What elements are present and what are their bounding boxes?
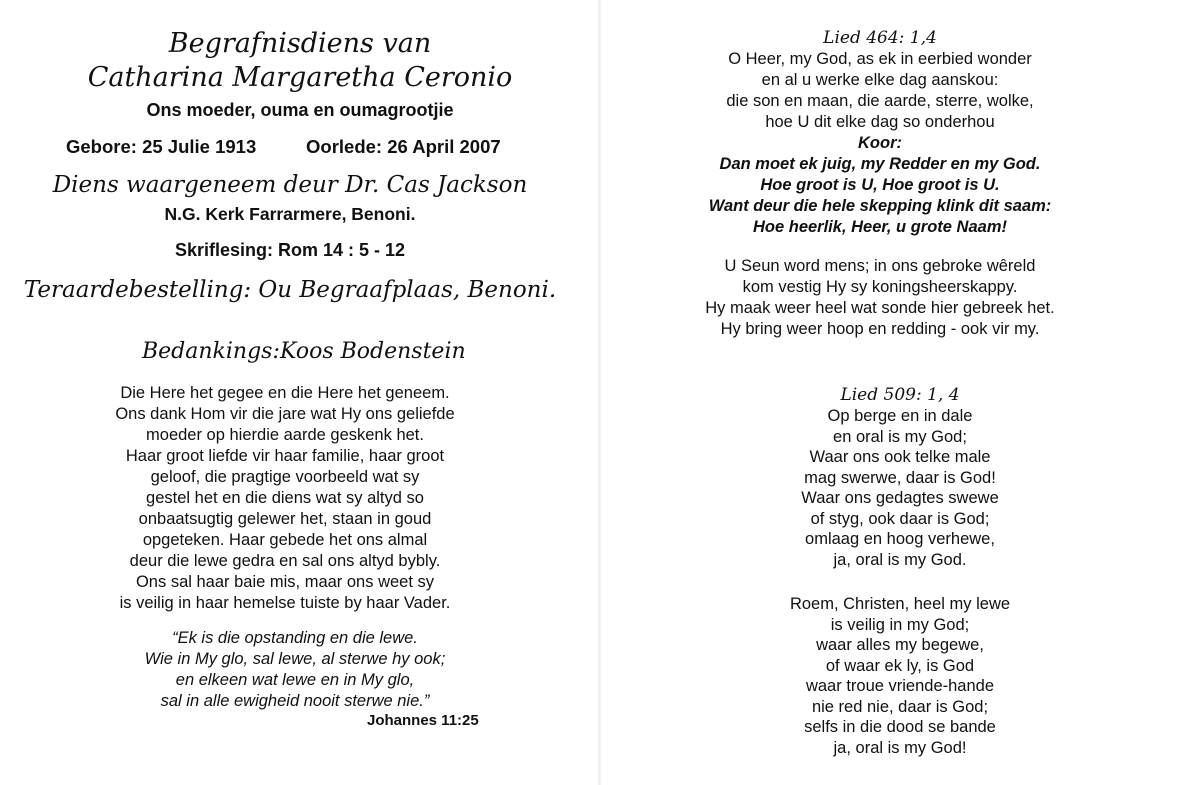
hymn-1-verse-4 — [600, 256, 1160, 340]
thanks-label: Bedankings: — [142, 339, 280, 364]
verse-line: ja, oral is my God. — [833, 550, 967, 569]
title-line-2: Catharina Margaretha Ceronio — [87, 62, 513, 93]
thanks-line: moeder op hierdie aarde geskenk het. — [146, 426, 424, 444]
thanks-line: Haar groot liefde vir haar familie, haar groot — [125, 447, 445, 465]
thanks-line: Ons sal haar baie mis, maar ons weet sy — [135, 573, 435, 591]
chorus-line: Hoe groot is U, Hoe groot is U. — [760, 176, 1000, 194]
thanks-name: Koos Bodenstein — [280, 339, 466, 364]
verse-line: Waar ons ook telke male — [809, 448, 991, 466]
verse-line: ja, oral is my God! — [833, 738, 967, 757]
verse-line: U Seun word mens; in ons gebroke wêreld — [724, 257, 1036, 275]
service-officiant: Diens waargeneem deur Dr. Cas Jackson — [52, 172, 528, 198]
verse-line: O Heer, my God, as ek in eerbied wonder — [728, 50, 1032, 68]
church-name: N.G. Kerk Farrarmere, Benoni. — [164, 204, 416, 224]
verse-line: en al u werke elke dag aanskou: — [761, 71, 999, 89]
thanks-line: opgeteken. Haar gebede het ons almal — [142, 531, 428, 549]
hymn-1-title: Lied 464: 1,4 — [823, 28, 937, 48]
thanks-line: Ons dank Hom vir die jare wat Hy ons geliefde — [115, 405, 455, 423]
subtitle: Ons moeder, ouma en oumagrootjie — [146, 100, 454, 120]
verse-line: Roem, Christen, heel my lewe — [789, 595, 1011, 613]
death-date: Oorlede: 26 April 2007 — [306, 136, 501, 157]
chorus-line: Want deur die hele skepping klink dit saam: — [708, 197, 1052, 215]
scripture-reading: Skriflesing: Rom 14 : 5 - 12 — [174, 240, 406, 260]
thanks-line: deur die lewe gedra en sal ons altyd bybly. — [129, 552, 441, 570]
verse-line: waar troue vriende-hande — [805, 677, 995, 695]
verse-line: mag swerwe, daar is God! — [804, 468, 996, 487]
verse-line: die son en maan, die aarde, sterre, wolke, — [726, 92, 1034, 110]
hymn-2-verse-4 — [600, 594, 1200, 758]
verse-line: kom vestig Hy sy koningsheerskappy. — [742, 278, 1018, 296]
thanks-line: onbaatsugtig gelewer het, staan in goud — [138, 510, 432, 528]
verse-line: is veilig in my God; — [830, 615, 970, 634]
quote-line: en elkeen wat lewe en in My glo, — [175, 671, 415, 689]
thanks-line: is veilig in haar hemelse tuiste by haar Vader. — [119, 594, 451, 612]
scripture-quote — [0, 628, 590, 712]
chorus-line: Hoe heerlik, Heer, u grote Naam! — [752, 218, 1007, 236]
thanks-line: Die Here het gegee en die Here het geneem. — [120, 384, 450, 402]
thanks-text — [0, 383, 570, 614]
verse-line: Op berge en in dale — [827, 407, 973, 425]
title-line-1: Begrafnisdiens van — [168, 28, 432, 59]
chorus-label: Koor: — [858, 134, 902, 152]
hymn-2-title: Lied 509: 1, 4 — [840, 385, 960, 405]
verse-line: Waar ons gedagtes swewe — [801, 489, 999, 507]
quote-line: Wie in My glo, sal lewe, al sterwe hy ook; — [144, 650, 446, 668]
verse-line: omlaag en hoog verhewe, — [805, 530, 995, 548]
thanks-line: gestel het en die diens wat sy altyd so — [146, 489, 424, 507]
verse-line: Hy bring weer hoop en redding - ook vir my. — [720, 320, 1040, 338]
verse-line: waar alles my begewe, — [816, 636, 984, 654]
chorus-line: Dan moet ek juig, my Redder en my God. — [719, 155, 1041, 173]
thanks-line: geloof, die pragtige voorbeeld wat sy — [150, 468, 420, 486]
right-page — [600, 0, 1200, 785]
verse-line: Hy maak weer heel wat sonde hier gebreek het. — [705, 299, 1055, 317]
verse-line: en oral is my God; — [833, 427, 967, 446]
quote-reference: Johannes 11:25 — [367, 712, 479, 729]
verse-line: of waar ek ly, is God — [825, 656, 975, 675]
hymn-1-verse-1 — [600, 49, 1160, 133]
quote-line: sal in alle ewigheid nooit sterwe nie.” — [160, 692, 430, 710]
verse-line: selfs in die dood se bande — [804, 718, 996, 736]
verse-line: nie red nie, daar is God; — [811, 697, 989, 716]
burial-location: Teraardebestelling: Ou Begraafplaas, Benoni. — [23, 277, 557, 303]
quote-line: “Ek is die opstanding en die lewe. — [172, 629, 418, 647]
chorus — [600, 133, 1160, 238]
verse-line: of styg, ook daar is God; — [810, 509, 990, 528]
hymn-2-verse-1 — [600, 406, 1200, 570]
birth-date: Gebore: 25 Julie 1913 — [66, 136, 257, 157]
verse-line: hoe U dit elke dag so onderhou — [765, 113, 995, 131]
